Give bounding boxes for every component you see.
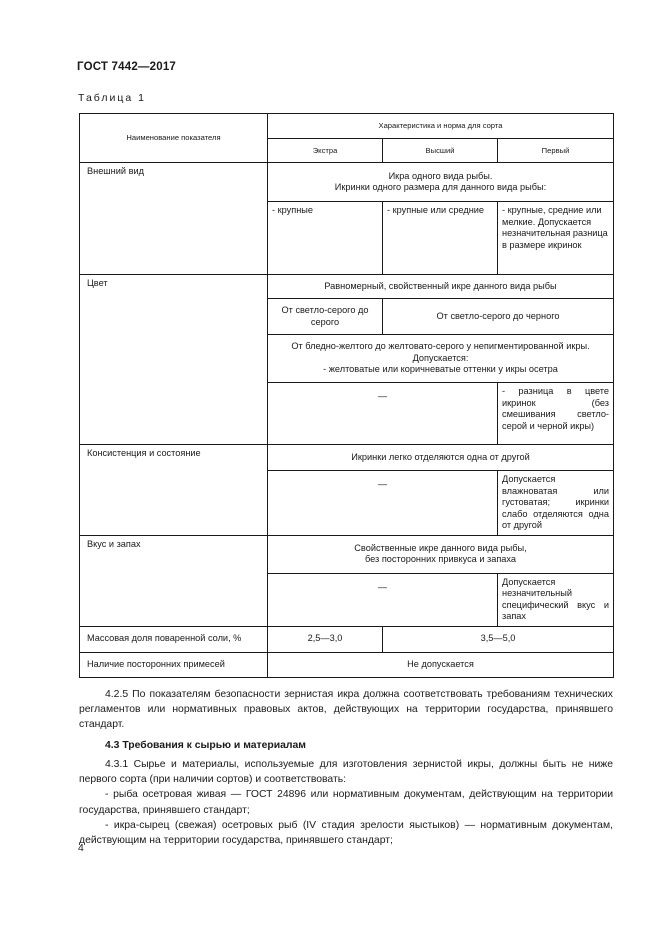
header-grade-extra: Экстра: [268, 139, 383, 163]
page-number: 4: [78, 843, 84, 854]
paragraph-4-3-1-intro: 4.3.1 Сырье и материалы, используемые для изготовления зернистой икры, должны быть не ниже первого сорта (при наличии сортов) и соответствовать:: [79, 759, 613, 786]
paragraph-4-3-1: [79, 757, 613, 848]
impurities-value: Не допускается: [268, 652, 614, 677]
row-label-taste: Вкус и запах: [80, 535, 268, 626]
header-grade-high: Высший: [383, 139, 498, 163]
color-extra: От светло-серого до серого: [268, 299, 383, 335]
color-extra-high-dash: —: [268, 383, 498, 445]
list-item: - икра-сырец (свежая) осетровых рыб (IV стадия зрелости яыстыков) — нормативным документам, действующим на территории государства, принявшего стандарт;: [79, 819, 613, 847]
appearance-first: - крупные, средние или мелкие. Допускается незначительная разница в размере икринок: [498, 202, 614, 275]
section-4-3-heading: 4.3 Требования к сырью и материалам: [105, 740, 306, 751]
appearance-extra: - крупные: [268, 202, 383, 275]
row-label-consistency: Консистенция и состояние: [80, 445, 268, 536]
salt-extra: 2,5—3,0: [268, 626, 383, 652]
taste-extra-high-dash: —: [268, 573, 498, 626]
row-label-impurities: Наличие посторонних примесей: [80, 652, 268, 677]
table-caption: Таблица 1: [78, 92, 146, 104]
row-label-appearance: Внешний вид: [80, 163, 268, 275]
row-label-salt: Массовая доля поваренной соли, %: [80, 626, 268, 652]
row-label-color: Цвет: [80, 275, 268, 445]
quality-table: [79, 113, 614, 678]
appearance-common: Икра одного вида рыбы. Икринки одного размера для данного вида рыбы:: [268, 163, 614, 202]
color-first-note: - разница в цвете икринок (без смешивания светло-серой и черной икры): [498, 383, 614, 445]
color-high-first: От светло-серого до черного: [383, 299, 614, 335]
color-common: Равномерный, свойственный икре данного вида рыбы: [268, 275, 614, 299]
list-item: - рыба осетровая живая — ГОСТ 24896 или нормативным документам, действующим на территории государства, принявшего стандарт;: [79, 789, 613, 816]
standard-header: ГОСТ 7442—2017: [77, 61, 177, 73]
consistency-common: Икринки легко отделяются одна от другой: [268, 445, 614, 471]
appearance-high: - крупные или средние: [383, 202, 498, 275]
salt-high-first: 3,5—5,0: [383, 626, 614, 652]
taste-common: Свойственные икре данного вида рыбы, без посторонних привкуса и запаха: [268, 535, 614, 573]
color-unpigmented: От бледно-желтого до желтовато-серого у непигментированной икры. Допускается: - желтоватые или коричневатые оттенки у икры осетра: [268, 335, 614, 383]
header-grade-first: Первый: [498, 139, 614, 163]
consistency-extra-high-dash: —: [268, 471, 498, 536]
header-characteristic: Характеристика и норма для сорта: [268, 114, 614, 139]
header-indicator: Наименование показателя: [80, 114, 268, 163]
taste-first-note: Допускается незначительный специфический вкус и запах: [498, 573, 614, 626]
consistency-first-note: Допускается влажноватая или густоватая; икринки слабо отделяются одна от другой: [498, 471, 614, 536]
paragraph-4-2-5: 4.2.5 По показателям безопасности зернистая икра должна соответствовать требованиям технических регламентов или нормативных правовых актов, действующих на территории государства, принявшего стандарт.: [79, 689, 613, 731]
